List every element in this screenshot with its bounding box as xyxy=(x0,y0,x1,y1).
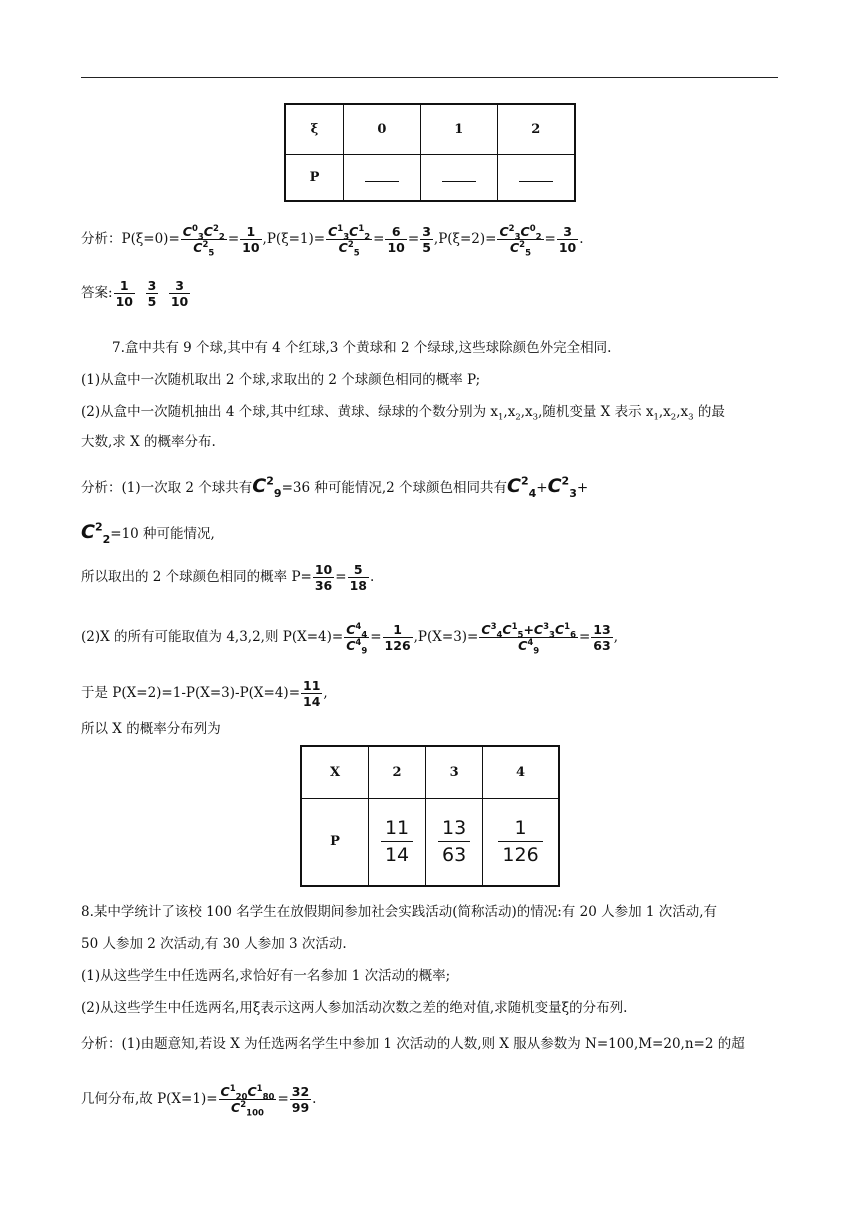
xi-distribution-table xyxy=(284,103,576,202)
combination-fraction: $\frac{C^3_4C^1_5+C^3_3C^1_6}{C^4_9}$ xyxy=(481,621,576,657)
fraction: $\frac{3}{10}$ xyxy=(170,278,189,309)
combination-fraction: $\frac{C^4_4}{C^4_9}$ xyxy=(346,621,368,657)
question-7-part-2-cont: 大数,求 X 的概率分布. xyxy=(81,434,216,450)
table-cell: X xyxy=(301,746,369,798)
fraction: $\frac{1}{10}$ xyxy=(242,224,260,255)
fraction: $\frac{6}{10}$ xyxy=(387,224,405,255)
question-8-stem-cont: 50 人参加 2 次活动,有 30 人参加 3 次活动. xyxy=(81,936,347,952)
fraction: $\frac{13}{63}$ xyxy=(593,622,611,653)
table-cell: P xyxy=(285,154,344,201)
question-7-stem: 7.盒中共有 9 个球,其中有 4 个红球,3 个黄球和 2 个绿球,这些球除颜色外完全相同. xyxy=(112,340,612,356)
table-cell: ξ xyxy=(285,104,344,154)
table-cell: 4 xyxy=(483,746,559,798)
combination-fraction: $\frac{C^2_3C^0_2}{C^2_5}$ xyxy=(499,223,542,259)
analysis-line: 分析：(1)一次取 2 个球共有$C^2_9=36$ 种可能情况,2 个球颜色相同共有$C^2_4+C^2_3+$ xyxy=(81,474,589,500)
question-7-part-1: (1)从盒中一次随机取出 2 个球,求取出的 2 个球颜色相同的概率 P; xyxy=(81,372,481,388)
x-distribution-table xyxy=(300,745,560,887)
fraction: $\frac{1}{126}$ xyxy=(384,622,411,653)
fraction: $\frac{3}{5}$ xyxy=(147,278,157,309)
analysis-line: 几何分布,故 P(X=1)= $\frac{C^1_{20}C^1_{80}}{C^2_{100}}$ = $\frac{32}{99}$ . xyxy=(81,1083,317,1119)
answer-blank xyxy=(420,154,497,201)
question-8-stem: 8.某中学统计了该校 100 名学生在放假期间参加社会实践活动(简称活动)的情况:有 20 人参加 1 次活动,有 xyxy=(81,904,718,920)
table-cell: $\frac{1}{126}$ xyxy=(483,798,559,886)
table-cell: 2 xyxy=(369,746,426,798)
table-cell: 3 xyxy=(426,746,483,798)
fraction: $\frac{11}{14}$ xyxy=(303,678,321,709)
combination-fraction: $\frac{C^0_3C^2_2}{C^2_5}$ xyxy=(182,223,225,259)
analysis-line: (2)X 的所有可能取值为 4,3,2,则 P(X=4)= $\frac{C^4_4}{C^4_9}$ = $\frac{1}{126}$ ,P(X=3)= $\frac{C^3_4C^1_5+C^3_3C^1_6}{C^4_9}$ = $\frac{13}{63}$ , xyxy=(81,621,618,657)
combination-fraction: $\frac{C^1_{20}C^1_{80}}{C^2_{100}}$ xyxy=(220,1083,275,1119)
combination-fraction: $\frac{C^1_3C^1_2}{C^2_5}$ xyxy=(328,223,371,259)
analysis-line: 于是 P(X=2)=1-P(X=3)-P(X=4)= $\frac{11}{14}$ , xyxy=(81,678,328,709)
answer-blank xyxy=(344,154,421,201)
answer-blank xyxy=(497,154,575,201)
table-cell: $\frac{11}{14}$ xyxy=(369,798,426,886)
question-7-part-2: (2)从盒中一次随机抽出 4 个球,其中红球、黄球、绿球的个数分别为 $x_1,x_2,x_3$,随机变量 X 表示 $x_1,x_2,x_3$ 的最 xyxy=(81,404,725,423)
fraction: $\frac{1}{10}$ xyxy=(115,278,133,309)
table-cell: 2 xyxy=(497,104,575,154)
fraction: $\frac{3}{5}$ xyxy=(422,224,431,255)
analysis-line: 所以 X 的概率分布列为 xyxy=(81,721,221,737)
table-cell: $\frac{13}{63}$ xyxy=(426,798,483,886)
fraction: $\frac{3}{10}$ xyxy=(558,224,577,255)
fraction: $\frac{5}{18}$ xyxy=(349,562,367,593)
analysis-line: 所以取出的 2 个球颜色相同的概率 P= $\frac{10}{36}$ = $\frac{5}{18}$ . xyxy=(81,562,375,593)
analysis-line: 分析：P(ξ=0)= $\frac{C^0_3C^2_2}{C^2_5}$ = $\frac{1}{10}$ ,P(ξ=1)= $\frac{C^1_3C^1_2}{C^2_5}$ = $\frac{6}{10}$ = $\frac{3}{5}$ ,P(ξ=2)= $\frac{C^2_3C^0_2}{C^2_5}$ = $\frac{3}{10}$ . xyxy=(81,223,584,259)
table-cell: P xyxy=(301,798,369,886)
header-rule xyxy=(81,77,778,78)
table-cell: 1 xyxy=(420,104,497,154)
analysis-line: $C^2_2=10$ 种可能情况, xyxy=(81,520,215,546)
answer-line: 答案: $\frac{1}{10}$ $\frac{3}{5}$ $\frac{3}{10}$ xyxy=(81,278,189,309)
fraction: $\frac{10}{36}$ xyxy=(314,562,333,593)
question-8-part-2: (2)从这些学生中任选两名,用ξ表示这两人参加活动次数之差的绝对值,求随机变量ξ的分布列. xyxy=(81,1000,628,1016)
fraction: $\frac{32}{99}$ xyxy=(291,1084,310,1115)
question-8-part-1: (1)从这些学生中任选两名,求恰好有一名参加 1 次活动的概率; xyxy=(81,968,451,984)
table-cell: 0 xyxy=(344,104,421,154)
analysis-line: 分析：(1)由题意知,若设 X 为任选两名学生中参加 1 次活动的人数,则 X 服从参数为 N=100,M=20,n=2 的超 xyxy=(81,1036,745,1052)
